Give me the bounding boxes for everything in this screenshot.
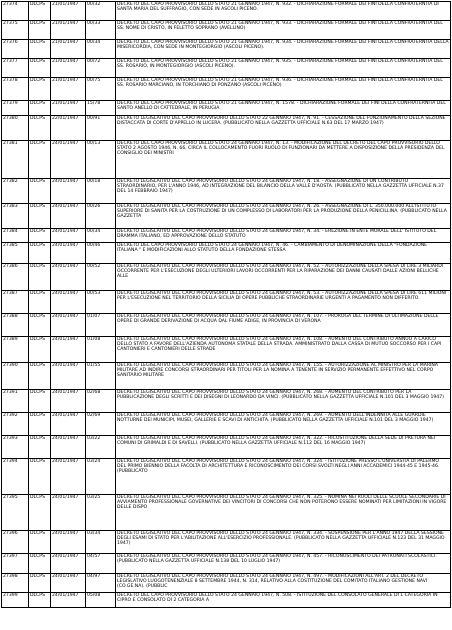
act-date: 24/01/1947 xyxy=(51,204,86,229)
act-type: DLCPS xyxy=(29,101,51,116)
act-date: 21/01/1947 xyxy=(51,78,86,101)
act-number: 00/33 xyxy=(86,21,116,40)
act-type: DLCPS xyxy=(29,337,51,363)
entry-number: 27374 xyxy=(2,2,29,21)
act-description: DECRETO LEGISLATIVO DEL CAPO PROVVISORIO DELLO STATO 24 GENNAIO 1947, N. 334. - SOSPENSIONE PER L'ANNO 1947 DELLA SESSIONE DEGLI ESAMI DI STATO PER L'ABILITAZIONE ALL'ESERCIZIO PROFESSIONALE. (PUBBLICATO NELLA GAZZETTA UFFICIALE N.123 DEL 31 MAGGIO 1947) xyxy=(116,531,451,554)
table-row xyxy=(2,574,451,593)
act-description: DECRETO LEGISLATIVO DEL CAPO PROVVISORIO DELLO STATO 24 GENNAIO 1947, N. 325. - NOMINA NEI RUOLI DELLE SCUOLE SECONDARIE DI AVVIAMENTO PROFESSIONALE GOVERNATIVE DEI VINCITORI DI CONCORSI CHE NON POTERONO ESSERE NOMINATI PER LIMITAZIONI IN VIGORE DELLE DISPO xyxy=(116,495,451,531)
act-type: DLCPS xyxy=(29,495,51,531)
table-row xyxy=(2,229,451,243)
entry-number: 27381 xyxy=(2,141,29,179)
act-number: 00/18 xyxy=(86,179,116,204)
act-type: DLCPS xyxy=(29,2,51,21)
act-type: DLCPS xyxy=(29,314,51,337)
act-description: DECRETO LEGISLATIVO DEL CAPO PROVVISORIO DELLO STATO 24 GENNAIO 1947, N. 107. - PROROGA DEL TERMINE DI ULTIMAZIONE DELLE OPERE DI GRANDE DERIVAZIONE DI ACQUA DAL FIUME ADIGE, IN PROVINCIA DI VERONA xyxy=(116,314,451,337)
act-date: 24/01/1947 xyxy=(51,531,86,554)
entry-number: 27386 xyxy=(2,264,29,291)
act-number: 03/24 xyxy=(86,459,116,495)
act-date: 24/01/1947 xyxy=(51,337,86,363)
act-description: DECRETO LEGISLATIVO DEL CAPO PROVVISORIO DELLO STATO 24 GENNAIO 1947, N. 53. - AUTORIZZAZIONE DELLA SPESA DI LIRE 611 MILIONI PER L'ESECUZIONE NEL TERRITORIO DELLA SICILIA DI OPERE PUBBLICHE STRAORDINARIE URGENTI A PAGAMENTO NON DIFFERITO. xyxy=(116,291,451,314)
entry-number: 27394 xyxy=(2,459,29,495)
act-description: DECRETO LEGISLATIVO DEL CAPO PROVVISORIO DELLO STATO 24 GENNAIO 1947, N. 322. - RICOSTITUZIONE DELLA SEDE DI PRETURA NEI COMUNI DI GRIMALDI E DI SAVELLI. (PUBBLICATO NELLA GAZZETTA UFFICIALE N.112 DEL 16 MAGGIO 1947) xyxy=(116,436,451,459)
table-row xyxy=(2,59,451,78)
act-number: 00/91 xyxy=(86,116,116,141)
entry-number: 27385 xyxy=(2,243,29,264)
table-row xyxy=(2,291,451,314)
act-date: 24/01/1947 xyxy=(51,264,86,291)
act-description: DECRETO DEL CAPO PROVVISORIO DELLO STATO 24 GENNAIO 1947, N. 508. - ISTITUZIONE DEL CONSOLATO GENERALE DI 1 CATEGORIA IN CIPRO E CONSOLATO DI 2 CATEGORIA A xyxy=(116,593,451,608)
entry-number: 27376 xyxy=(2,40,29,59)
act-date: 24/01/1947 xyxy=(51,574,86,593)
entry-number: 27392 xyxy=(2,413,29,436)
table-row xyxy=(2,101,451,116)
act-number: 01/55 xyxy=(86,363,116,390)
act-number: 03/34 xyxy=(86,531,116,554)
act-type: DLCPS xyxy=(29,116,51,141)
table-row xyxy=(2,495,451,531)
act-description: DECRETO LEGISLATIVO DEL CAPO PROVVISORIO DELLO STATO 24 GENNAIO 1947, N. 108. - AUMENTO DEL CONTRIBUTO ANNUO A CARICO DELLO STATO A FAVORE DELL'AZIENDA AUTONOMA STATALE DELLA STRADA. AMMINISTRATO DALLA CASSA DI MUTUO SOCCORSO PER I CAPI CANTONIERI E CANTONIERI DELLE STRADE xyxy=(116,337,451,363)
register-table xyxy=(1,1,451,608)
table-row xyxy=(2,141,451,179)
act-date: 24/01/1947 xyxy=(51,291,86,314)
entry-number: 27382 xyxy=(2,179,29,204)
act-number: 05/08 xyxy=(86,593,116,608)
act-number: 00/75 xyxy=(86,78,116,101)
act-description: DECRETO LEGISLATIVO DEL CAPO PROVVISORIO DELLO STATO 22 GENNAIO 1947, N. 91. - CESSAZIONE DEL FUNZIONAMENTO DELLA SEZIONE DISTACCATA DI CORTE D'APPELLO IN LUCERA. (PUBBLICATO NELLA GAZZETTA UFFICIALE N.63 DEL 17 MARZO 1947) xyxy=(116,116,451,141)
act-description: DECRETO LEGISLATIVO DEL CAPO PROVVISORIO DELLO STATO 24 GENNAIO 1947, N. 26. - ASSEGNAZIONE DI L. 350.000.000 ALL'ISTITUTO SUPERIORE DI SANITA PER LA COSTRUZIONE DI UN COMPLESSO DI LABORATORI PER LA PRODUZIONE DELLA PENICILLINA. (PUBBLICATO NELLA GAZZETTA xyxy=(116,204,451,229)
act-number: 04/97 xyxy=(86,574,116,593)
act-type: DLCPS xyxy=(29,243,51,264)
table-row xyxy=(2,459,451,495)
act-date: 24/01/1947 xyxy=(51,436,86,459)
act-type: DLCPS xyxy=(29,141,51,179)
act-date: 24/01/1947 xyxy=(51,459,86,495)
act-type: DLCPS xyxy=(29,179,51,204)
table-row xyxy=(2,363,451,390)
table-row xyxy=(2,204,451,229)
act-description: DECRETO LEGISLATIVO DEL CAPO PROVVISORIO DELLO STATO 24 GENNAIO 1947, N. 457. - RICONOSCIMENTO DEI PATRONATI SCOLASTICI. (PUBBLICATO NELLA GAZZETTA UFFICIALE N.138 DEL 10 LUGLIO 1947) xyxy=(116,554,451,574)
table-row xyxy=(2,40,451,59)
act-date: 21/01/1947 xyxy=(51,2,86,21)
register-table-body xyxy=(2,2,451,608)
act-description: DECRETO LEGISLATIVO DEL CAPO PROVVISORIO DELLO STATO 24 GENNAIO 1947, N. 268. - AUMENTO DEL CONTRIBUTO PER LA PUBBLICAZIONE DEGLI SCRITTI E DEI DISEGNI DI LEONARDO DA VINCI. (PUBBLICATO NELLA GAZZETTA UFFICIALE N.101 DEL 3 MAGGIO 1947) xyxy=(116,390,451,413)
act-type: DLCPS xyxy=(29,78,51,101)
table-row xyxy=(2,531,451,554)
act-date: 21/01/1947 xyxy=(51,21,86,40)
act-date: 24/01/1947 xyxy=(51,363,86,390)
act-description: DECRETO DEL CAPO PROVVISORIO DELLO STATO 21 GENNAIO 1947, N. 936. - DICHIARAZIONE FORMALE DEI FINI DELLA CONFRATERNITA DEL SS. ROSARIO MARCIANO, IN TORCHIANO DI PONZANO (ASCOLI PICENO) xyxy=(116,78,451,101)
act-description: DECRETO DEL CAPO PROVVISORIO DELLO STATO 21 GENNAIO 1947, N. 1578. - DICHIARAZIONE FORMALE DEI FINI DELLA CONFRATERNITA DEL SANTO ANELLO DI CATTEDRALE, IN PERUGIA xyxy=(116,101,451,116)
act-description: DECRETO DEL CAPO PROVVISORIO DELLO STATO 21 GENNAIO 1947, N. 932. - DICHIARAZIONE FORMALE DEI FINI DELLA CONFRATERNITA DI SANTA MARIA DEL SUFFRAGIO, CON SEDE IN ASCOLI PICENO. xyxy=(116,2,451,21)
table-row xyxy=(2,337,451,363)
act-type: DLCPS xyxy=(29,21,51,40)
entry-number: 27384 xyxy=(2,229,29,243)
act-description: DECRETO LEGISLATIVO DEL CAPO PROVVISORIO DELLO STATO 24 GENNAIO 1947, N. 18. - ASSEGNAZIONE DI UN CONTRIBUTO STRAORDINARIO, PER L'ANNO 1946, AD INTEGRAZIONE DEL BILANCIO DELLA VALLE D'AOSTA. (PUBBLICATO NELLA GAZZETTA UFFICIALE N.37 DEL 14 FEBBRAIO 1947) xyxy=(116,179,451,204)
act-description: DECRETO LEGISLATIVO DEL CAPO PROVVISORIO DELLO STATO 24 GENNAIO 1947, N. 497. - MODIFICAZIONI ALL'ART. 2 DEL DECRETO LEGISLATIVO LUOGOTENENZIALE 8 SETTEMBRE 1944, N. 314, RELATIVO ALLA COSTITUZIONE DEL COMITATO ITALIANO GESTIONE NAVI (CO.GE.NA). (PUBBLIC xyxy=(116,574,451,593)
entry-number: 27397 xyxy=(2,554,29,574)
act-date: 24/01/1947 xyxy=(51,495,86,531)
act-date: 24/01/1947 xyxy=(51,243,86,264)
act-type: DLCPS xyxy=(29,574,51,593)
act-number: 03/25 xyxy=(86,495,116,531)
entry-number: 27389 xyxy=(2,337,29,363)
table-row xyxy=(2,314,451,337)
act-type: DLCPS xyxy=(29,291,51,314)
act-date: 24/01/1947 xyxy=(51,413,86,436)
act-description: DECRETO LEGISLATIVO DEL CAPO PROVVISORIO DELLO STATO 24 GENNAIO 1947, N. 34. - EREZIONE IN ENTE MORALE DELL' ISTITUTO DEL DRAMMA ITALIANO, ED APPROVAZIONE DELLO STATUTO xyxy=(116,229,451,243)
act-description: DECRETO DEL CAPO PROVVISORIO DELLO STATO 21 GENNAIO 1947, N. 934. - DICHIARAZIONE FORMALE DEI FINI DELLA CONFRATERNITA DELLA MISERICORDIA, CON SEDE IN MONTEGIORGIO (ASCOLI PICENO). xyxy=(116,40,451,59)
act-type: DLCPS xyxy=(29,363,51,390)
act-number: 01/07 xyxy=(86,314,116,337)
act-number: 15/78 xyxy=(86,101,116,116)
act-description: DECRETO LEGISLATIVO DEL CAPO PROVVISORIO DELLO STATO 24 GENNAIO 1947, N. 155. - AUTORIZZAZIONE AL MINISTRO PER LA MARINA MILITARE AD INDIRE CONCORSI STRAORDINARI PER TITOLI PER LA NOMINA A TENENTE IN SERVIZIO PERMANENTE EFFETTIVO NEL CORPO SANITARIO MILITARE xyxy=(116,363,451,390)
entry-number: 27378 xyxy=(2,78,29,101)
act-number: 00/46 xyxy=(86,243,116,264)
act-description: DECRETO LEGISLATIVO DEL CAPO PROVVISORIO DELLO STATO 24 GENNAIO 1947, N. 52. - AUTORIZZAZIONE DELLA SPESA DI LIRE 3 MILIARDI OCCORRENTE PER L'ESECUZIONE DEGLI ULTERIORI LAVORI OCCORRENTI PER LA RIPARAZIONE DEI DANNI CAUSATI DALLE AZIONI BELLICHE ALLE xyxy=(116,264,451,291)
act-date: 21/01/1947 xyxy=(51,59,86,78)
act-number: 00/34 xyxy=(86,229,116,243)
act-type: DLCPS xyxy=(29,59,51,78)
entry-number: 27396 xyxy=(2,531,29,554)
act-number: 00/32 xyxy=(86,2,116,21)
entry-number: 27380 xyxy=(2,116,29,141)
act-description: DECRETO DEL CAPO PROVVISORIO DELLO STATO 21 GENNAIO 1947, N. 935. - DICHIARAZIONE FORMALE DEI FINI DELLA CONFRATERNITA DEL SS. ROSARIO, IN MONTEGIORGIO (ASCOLI PICENO). xyxy=(116,59,451,78)
entry-number: 27399 xyxy=(2,593,29,608)
act-date: 24/01/1947 xyxy=(51,229,86,243)
act-number: 01/08 xyxy=(86,337,116,363)
table-row xyxy=(2,436,451,459)
act-description: DECRETO DEL CAPO PROVVISORIO DELLO STATO 24 GENNAIO 1947, N. 13. - MODIFICAZIONE DEL DECRETO DEL CAPO PROVVISORIO DELLO STATO 2 AGOSTO 1946, N. 66, CIRCA IL COLLOCAMENTO FUORI RUOLO DI FUNZIONARI DA METTERE A DISPOSIZIONE DELLA PRESIDENZA DEL CONSIGLIO DEI MINISTRI xyxy=(116,141,451,179)
act-description: DECRETO DEL CAPO PROVVISORIO DELLO STATO 21 GENNAIO 1947, N. 933. - DICHIARAZIONE FORMALE DEI FINI DELLA CONFRATERNITA DEL SS. NOME DI CRISTO, IN FELETTO SOPRANO (AVELLINO) xyxy=(116,21,451,40)
act-date: 24/01/1947 xyxy=(51,314,86,337)
act-date: 24/01/1947 xyxy=(51,179,86,204)
act-date: 22/01/1947 xyxy=(51,116,86,141)
act-number: 02/69 xyxy=(86,413,116,436)
act-type: DLCPS xyxy=(29,459,51,495)
table-row xyxy=(2,593,451,608)
table-row xyxy=(2,390,451,413)
table-row xyxy=(2,243,451,264)
entry-number: 27391 xyxy=(2,390,29,413)
entry-number: 27398 xyxy=(2,574,29,593)
entry-number: 27375 xyxy=(2,21,29,40)
act-type: DLCPS xyxy=(29,436,51,459)
act-number: 00/52 xyxy=(86,264,116,291)
act-number: 00/34 xyxy=(86,40,116,59)
table-row xyxy=(2,264,451,291)
entry-number: 27395 xyxy=(2,495,29,531)
act-type: DLCPS xyxy=(29,413,51,436)
act-type: DLCPS xyxy=(29,554,51,574)
entry-number: 27390 xyxy=(2,363,29,390)
table-row xyxy=(2,413,451,436)
act-type: DLCPS xyxy=(29,593,51,608)
entry-number: 27383 xyxy=(2,204,29,229)
act-type: DLCPS xyxy=(29,229,51,243)
act-number: 00/53 xyxy=(86,291,116,314)
act-type: DLCPS xyxy=(29,40,51,59)
table-row xyxy=(2,2,451,21)
table-row xyxy=(2,21,451,40)
act-date: 24/01/1947 xyxy=(51,390,86,413)
table-row xyxy=(2,554,451,574)
table-row xyxy=(2,179,451,204)
act-type: DLCPS xyxy=(29,531,51,554)
act-type: DLCPS xyxy=(29,204,51,229)
entry-number: 27393 xyxy=(2,436,29,459)
act-number: 00/72 xyxy=(86,59,116,78)
entry-number: 27388 xyxy=(2,314,29,337)
act-date: 21/01/1947 xyxy=(51,101,86,116)
act-date: 24/01/1947 xyxy=(51,593,86,608)
act-description: DECRETO LEGISLATIVO DEL CAPO PROVVISORIO DELLO STATO 24 GENNAIO 1947, N. 324. - ISTITUZIONE PRESSO L'UNIVERSITA DI PALERMO DEL PRIMO BIENNIO DELLA FACOLTA DI ARCHITETTURA E RICONOSCIMENTO DEI CORSI SVOLTI NEGLI ANNI ACCADEMICI 1944-45 E 1945-46. (PUBBLICATO xyxy=(116,459,451,495)
act-number: 03/22 xyxy=(86,436,116,459)
table-row xyxy=(2,78,451,101)
act-date: 24/01/1947 xyxy=(51,554,86,574)
table-row xyxy=(2,116,451,141)
act-date: 21/01/1947 xyxy=(51,40,86,59)
entry-number: 27379 xyxy=(2,101,29,116)
entry-number: 27387 xyxy=(2,291,29,314)
act-number: 02/68 xyxy=(86,390,116,413)
act-type: DLCPS xyxy=(29,390,51,413)
act-type: DLCPS xyxy=(29,264,51,291)
act-date: 24/01/1947 xyxy=(51,141,86,179)
act-number: 00/26 xyxy=(86,204,116,229)
act-description: DECRETO DEL CAPO PROVVISORIO DELLO STATO 24 GENNAIO 1947, N. 46. - CAMBIAMENTO DI DENOMINAZIONE DELLA "FONDAZIONE ITALIANA " E MODIFICAZIONI ALLO STATUTO DELLA FONDAZIONE STESSA xyxy=(116,243,451,264)
entry-number: 27377 xyxy=(2,59,29,78)
act-description: DECRETO LEGISLATIVO DEL CAPO PROVVISORIO DELLO STATO 24 GENNAIO 1947, N. 269. - AUMENTO DELL'INDENNITA ALLE GUARDIE NOTTURNE DEI MUNICIPI, MUSEI, GALLERIE E SCAVI DI ANTICHITA. (PUBBLICATO NELLA GAZZETTA UFFICIALE N.101 DEL 3 MAGGIO 1947) xyxy=(116,413,451,436)
act-number: 04/57 xyxy=(86,554,116,574)
act-number: 00/13 xyxy=(86,141,116,179)
